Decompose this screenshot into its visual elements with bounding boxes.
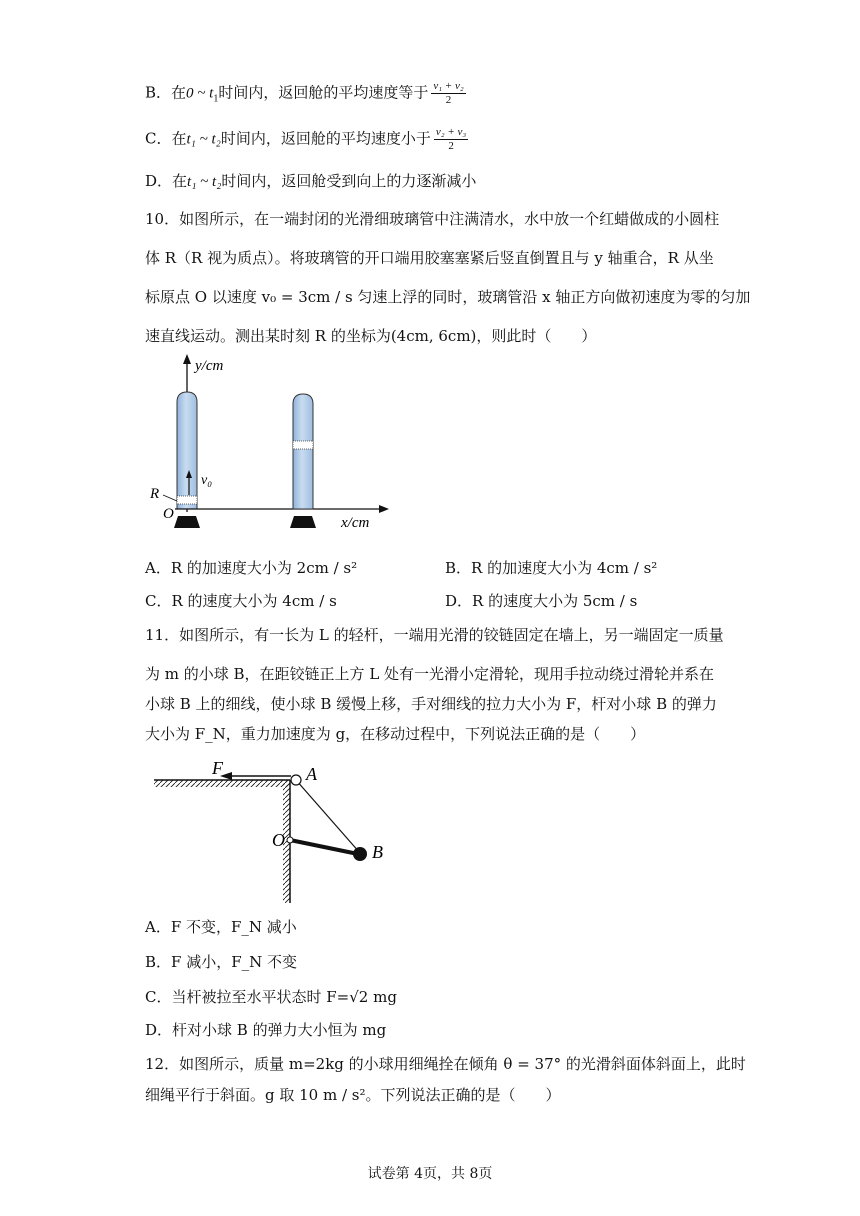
q11-stem-line3: 小球 B 上的细线，使小球 B 缓慢上移，手对细线的拉力大小为 F，杆对小球 B 的弹力 — [145, 695, 717, 713]
x-axis-label: x/cm — [341, 515, 370, 531]
q11-figure — [150, 758, 400, 908]
q9-option-c-fraction: $\frac{\text{v₂ + v₃}}{2}$ — [435, 126, 467, 152]
rod — [290, 840, 358, 854]
q9-option-b: B．在0 ~ $t_1$时间内，返回舱的平均速度等于 $\frac{\text{v₁ + v₂}}{2}$ — [145, 80, 464, 106]
q11-stem-line2: 为 m 的小球 B，在距铰链正上方 L 处有一光滑小定滑轮，现用手拉动绕过滑轮并系在 — [145, 665, 715, 683]
velocity-label: v₀ — [201, 473, 213, 488]
q10-option-a: A．R 的加速度大小为 2cm / s² — [145, 559, 358, 577]
q10-stem-line3: 标原点 O 以速度 v₀ = 3cm / s 匀速上浮的同时，玻璃管沿 x 轴正方向做初速度为零的匀加 — [145, 288, 751, 306]
q9-option-d-interval: t₁ ~ t₂ — [187, 174, 222, 190]
q9-option-b-text: 时间内，返回舱的平均速度等于 — [218, 83, 429, 102]
q9-option-c-text: 时间内，返回舱的平均速度小于 — [220, 129, 431, 148]
glass-tube-right — [293, 394, 313, 509]
pulley — [291, 775, 301, 785]
q12-stem-line2: 细绳平行于斜面。g 取 10 m / s²。下列说法正确的是（ ） — [145, 1086, 561, 1104]
hinge — [287, 837, 293, 843]
wax-block-left — [177, 496, 197, 504]
label-b: B — [372, 842, 383, 862]
q10-stem-line2: 体 R（R 视为质点）。将玻璃管的开口端用胶塞塞紧后竖直倒置且与 y 轴重合，R 从坐 — [145, 249, 714, 267]
q10-figure — [145, 352, 405, 542]
q9-option-d-prefix: D．在 — [145, 172, 188, 190]
q9-option-d — [145, 171, 476, 192]
q11-stem-line4: 大小为 F_N，重力加速度为 g，在移动过程中，下列说法正确的是（ ） — [145, 725, 646, 743]
y-axis-arrow — [183, 354, 191, 364]
q11-option-c: C．当杆被拉至水平状态时 F=√2 mg — [145, 988, 397, 1006]
q12-stem-line1: 12．如图所示，质量 m=2kg 的小球用细绳拴在倾角 θ = 37° 的光滑斜面体斜面上，此时 — [145, 1055, 746, 1073]
q9-option-c — [145, 126, 471, 153]
q11-option-a: A．F 不变，F_N 减小 — [145, 918, 297, 936]
q9-option-b-fraction: $\frac{\text{v₁ + v₂}}{2}$ — [433, 80, 464, 106]
x-axis-arrow — [379, 505, 389, 513]
q9-option-b-prefix: B．在 — [145, 83, 187, 102]
ball-b — [353, 847, 367, 861]
y-axis-label: y/cm — [195, 358, 224, 374]
q10-option-d: D．R 的速度大小为 5cm / s — [445, 592, 638, 610]
label-f: F — [212, 758, 223, 778]
q9-option-b-interval: 0 ~ t — [186, 85, 214, 102]
ceiling-hatch — [154, 780, 290, 787]
page-footer: 试卷第 4页，共 8页 — [367, 1166, 493, 1182]
stopper-left — [174, 516, 200, 528]
q10-option-b: B．R 的加速度大小为 4cm / s² — [445, 559, 658, 577]
q9-option-d-text: 时间内，返回舱受到向上的力逐渐减小 — [221, 172, 477, 190]
label-o: O — [272, 830, 285, 850]
label-origin: O — [163, 506, 174, 522]
wax-block-right — [293, 441, 313, 449]
q10-stem-line1: 10．如图所示，在一端封闭的光滑细玻璃管中注满清水，水中放一个红蜡做成的小圆柱 — [145, 210, 720, 228]
q9-option-c-prefix: C．在 — [145, 129, 187, 148]
q11-option-d: D．杆对小球 B 的弹力大小恒为 mg — [145, 1021, 387, 1039]
q11-option-b: B．F 减小，F_N 不变 — [145, 953, 298, 971]
glass-tube-left — [177, 392, 197, 509]
q10-option-c: C．R 的速度大小为 4cm / s — [145, 592, 337, 610]
label-r: R — [150, 486, 160, 502]
label-a: A — [306, 764, 317, 784]
q9-option-c-interval: t₁ ~ t₂ — [186, 131, 221, 148]
stopper-right — [290, 516, 316, 528]
q11-stem-line1: 11．如图所示，有一长为 L 的轻杆，一端用光滑的铰链固定在墙上，另一端固定一质量 — [145, 626, 724, 644]
q10-stem-line4: 速直线运动。测出某时刻 R 的坐标为(4cm, 6cm)，则此时（ ） — [145, 327, 597, 345]
